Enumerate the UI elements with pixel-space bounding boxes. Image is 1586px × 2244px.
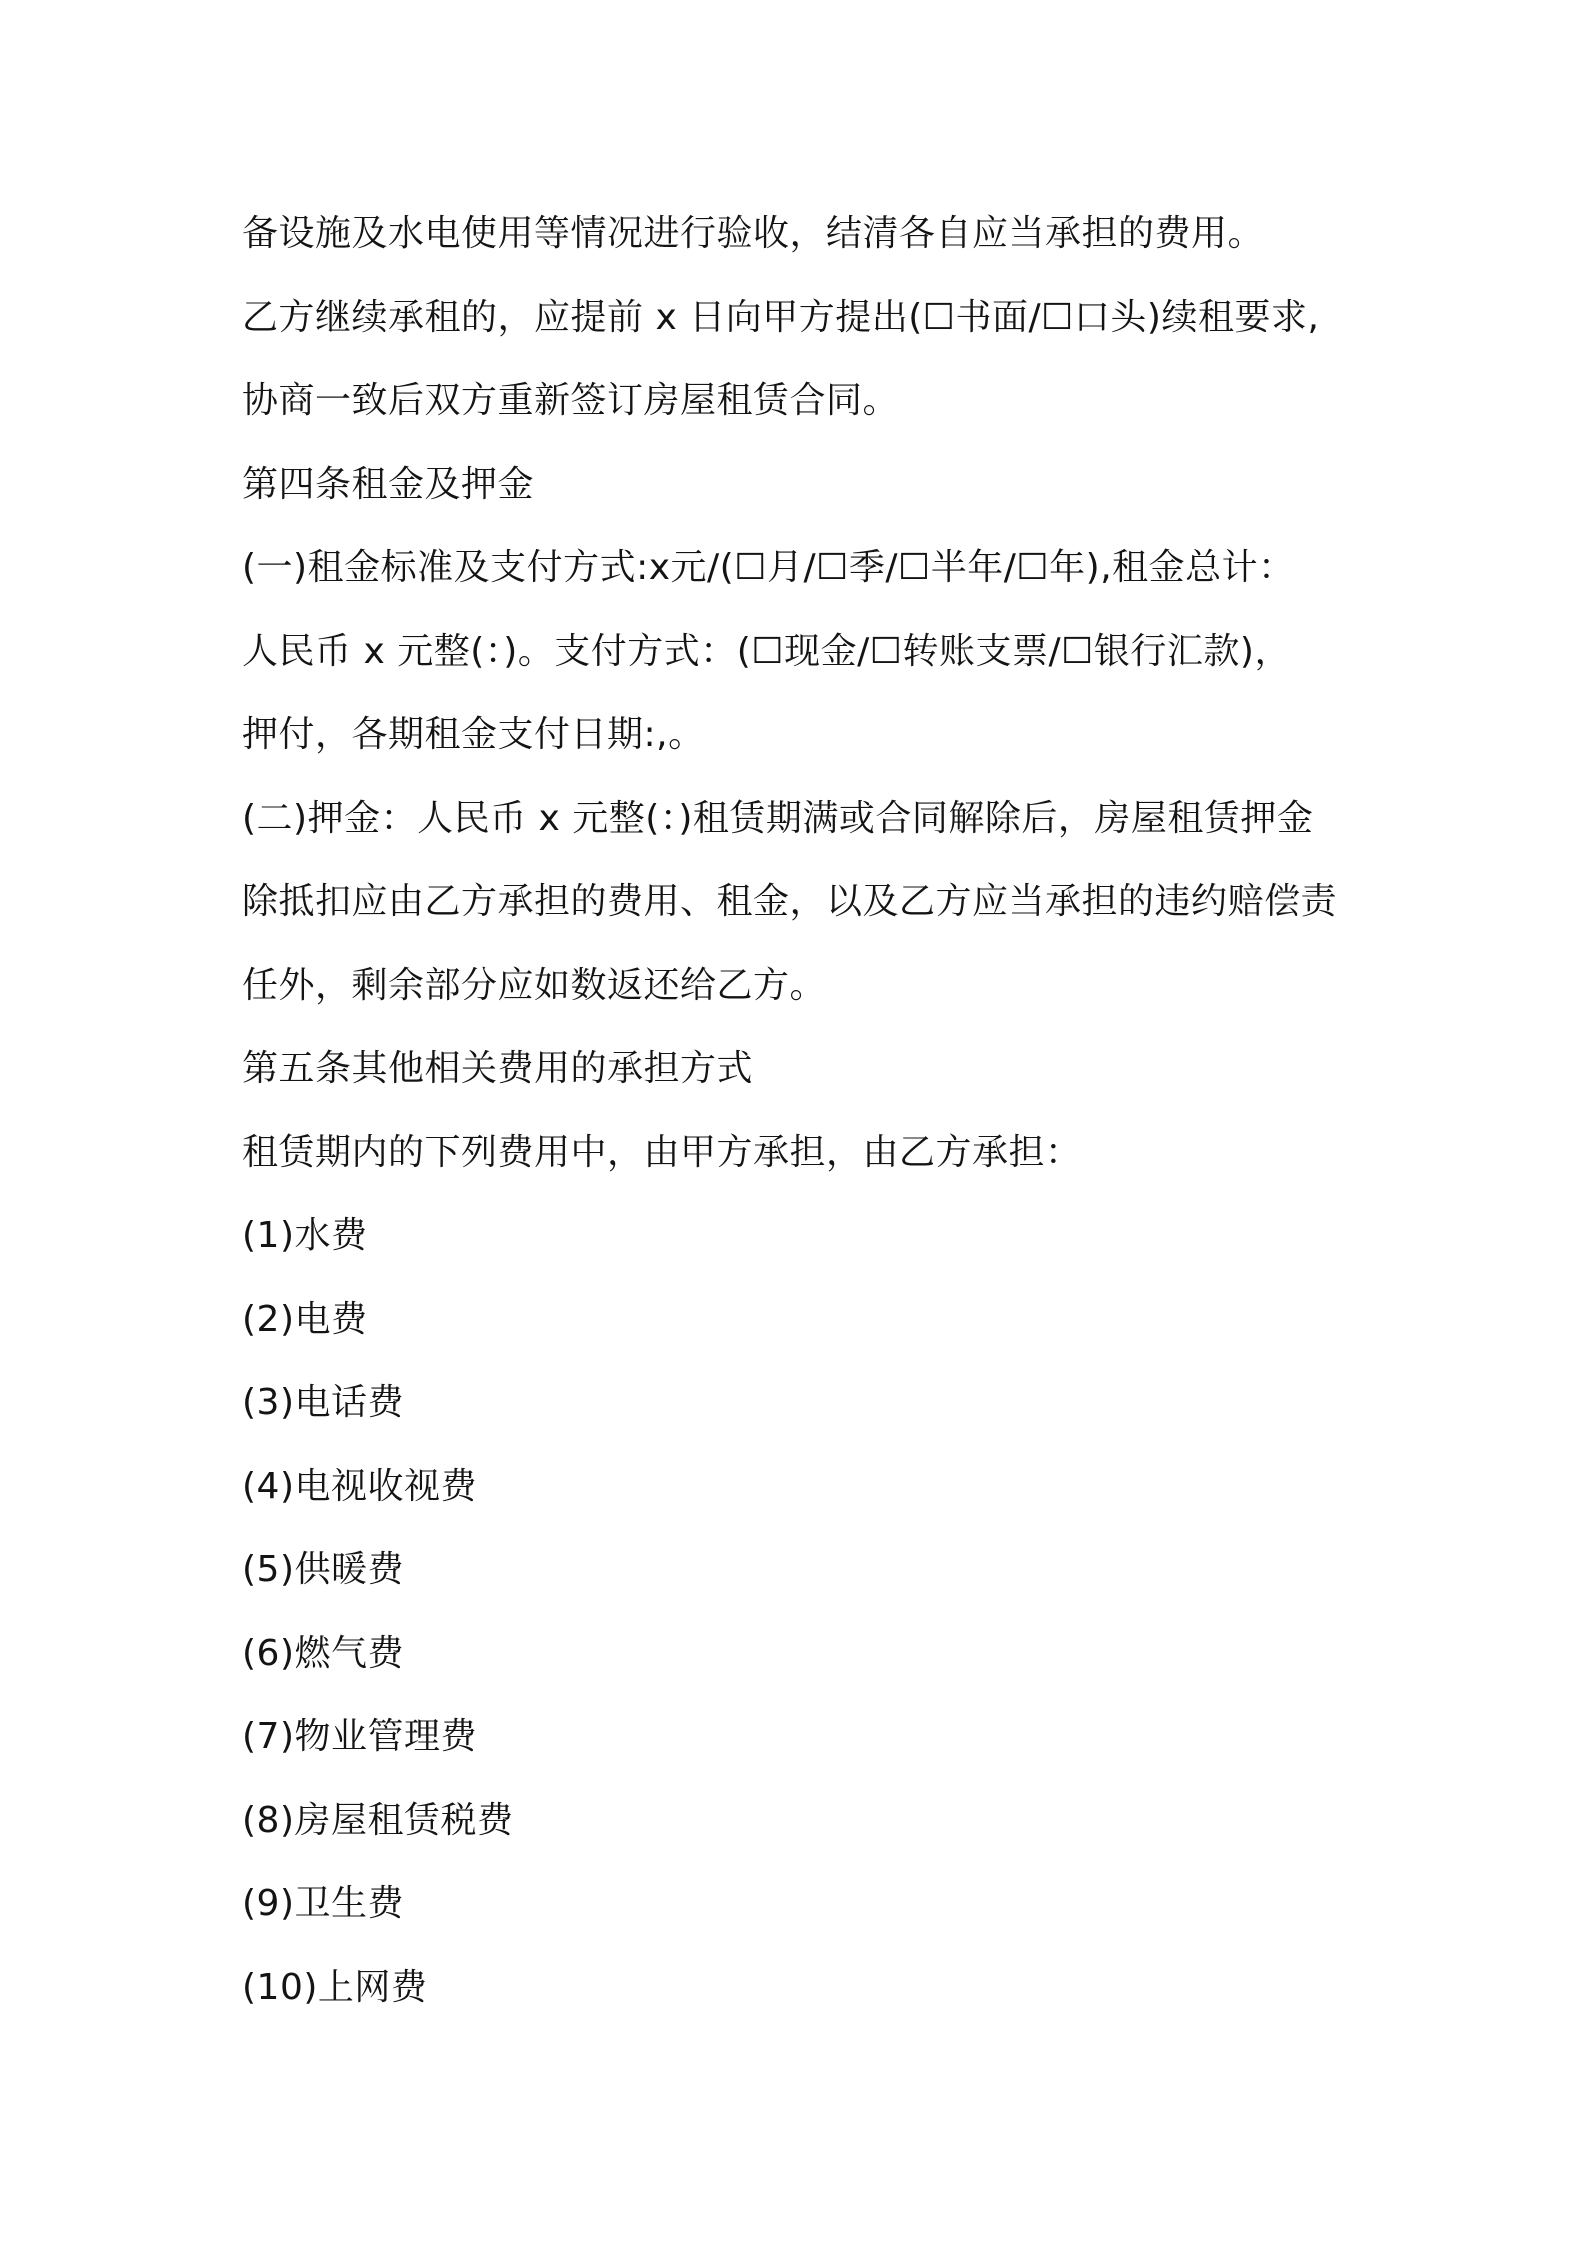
section-heading: 第四条租金及押金 bbox=[242, 463, 535, 505]
paragraph-line: 租赁期内的下列费用中，由甲方承担，由乙方承担： bbox=[242, 1131, 1082, 1173]
paragraph-line: 乙方继续承租的，应提前 x 日向甲方提出(☐书面/☐口头)续租要求, bbox=[242, 296, 1320, 338]
list-item: (10)上网费 bbox=[242, 1966, 428, 2008]
list-item: (1)水费 bbox=[242, 1215, 368, 1256]
paragraph-line: (一)租金标准及支付方式:x元/(☐月/☐季/☐半年/☐年),租金总计： bbox=[242, 547, 1295, 588]
list-item: (5)供暖费 bbox=[242, 1549, 404, 1590]
list-item: (6)燃气费 bbox=[242, 1632, 404, 1674]
section-heading: 第五条其他相关费用的承担方式 bbox=[242, 1048, 754, 1089]
paragraph-line: 协商一致后双方重新签订房屋租赁合同。 bbox=[242, 380, 900, 421]
list-item: (3)电话费 bbox=[242, 1382, 404, 1423]
list-item: (2)电费 bbox=[242, 1298, 368, 1340]
paragraph-line: (二)押金：人民币 x 元整(：)租赁期满或合同解除后，房屋租赁押金 bbox=[242, 797, 1314, 839]
list-item: (8)房屋租赁税费 bbox=[242, 1799, 514, 1841]
paragraph-line: 押付，各期租金支付日期:,。 bbox=[242, 714, 705, 755]
document-body bbox=[242, 192, 1372, 2029]
paragraph-line: 人民币 x 元整(：)。支付方式：(☐现金/☐转账支票/☐银行汇款)， bbox=[242, 630, 1291, 672]
paragraph-line: 除抵扣应由乙方承担的费用、租金，以及乙方应当承担的违约赔偿责 bbox=[242, 881, 1338, 922]
paragraph-line: 任外，剩余部分应如数返还给乙方。 bbox=[242, 964, 827, 1006]
paragraph-line: 备设施及水电使用等情况进行验收，结清各自应当承担的费用。 bbox=[242, 213, 1265, 254]
list-item: (9)卫生费 bbox=[242, 1883, 404, 1924]
list-item: (4)电视收视费 bbox=[242, 1465, 477, 1507]
list-item: (7)物业管理费 bbox=[242, 1716, 477, 1757]
